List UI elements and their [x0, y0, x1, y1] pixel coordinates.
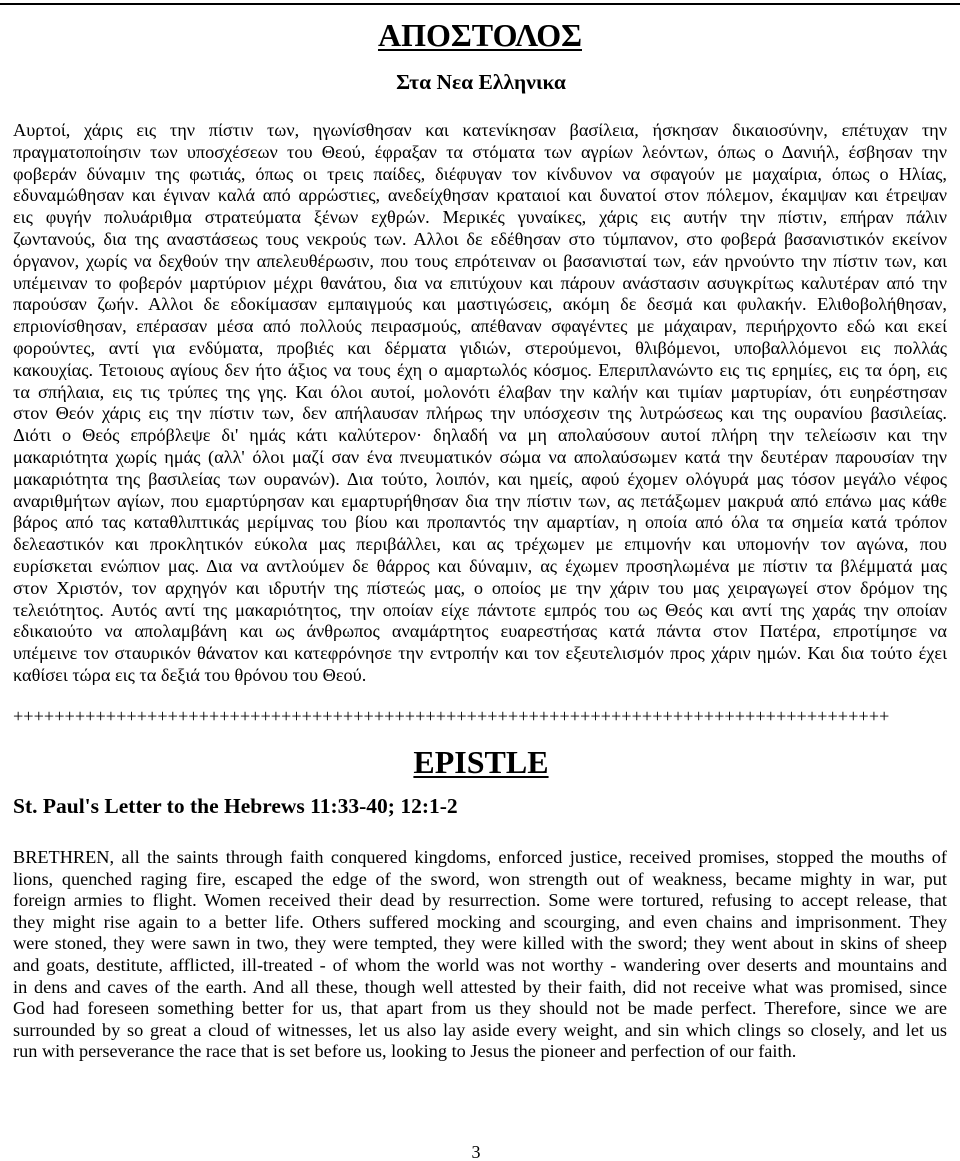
english-text-line: they might rise again to a better life. Others suffered mocking and scourging, and even chains and imprisonment. They [13, 911, 947, 932]
greek-text-line: πραγματοποίησιν των υποσχέσεων του Θεού, έφραξαν τα στόματα των αγρίων λεόντων, όπως ο Δανιήλ, έσβησαν την [13, 141, 947, 162]
greek-text-line: τελειότητος. Αυτός αντί της μακαριότητος, την οποίαν είχε πάντοτε εμπρός του ως Θεός και αντί της χαράς την οποίαν [13, 599, 947, 620]
english-text-line: surrounded by so great a cloud of witnesses, let us also lay aside every weight, and sin which clings so closely, and let us [13, 1019, 947, 1040]
top-border-rule [0, 3, 960, 5]
greek-text-line: φοβεράν δύναμιν της φωτιάς, όπως οι τρεις παίδες, διέφυγαν τον κίνδυνον να σφαγούν με μαχαίρια, όπως ο Ηλίας, [13, 163, 947, 184]
english-text-line: were stoned, they were sawn in two, they were tempted, they were killed with the sword; they went about in skins of sheep [13, 933, 947, 954]
english-text-line: God had foreseen something better for us, that apart from us they should not be made perfect. Therefore, since we are [13, 998, 947, 1019]
greek-text-line: ευρίσκεται ενώπιον μας. Δια να αντλούμεν δε θάρρος και δύναμιν, ας έχωμεν προσηλωμένα με πίστιν τα βλέμματά μας [13, 555, 947, 576]
greek-text-line: φορούντες, αντί για ενδύματα, προβιές και δέρματα γιδιών, στερούμενοι, θλιβόμενοι, υποβαλλόμενοι εις πολλάς [13, 337, 947, 358]
greek-text-line: μακαριότητα της βασιλείας των ουρανών). Δια τούτο, λοιπόν, και ημείς, αφού έχομεν ολόγυρά μας τόσον μεγάλο νέφος [13, 468, 947, 489]
greek-text-line: στον Χριστόν, τον αρχηγόν και ιδρυτήν της πίστεώς μας, ο οποίος με την χάριν του μας χειραγωγεί στον δρόμον της [13, 577, 947, 598]
section-separator: +++++++++++++++++++++++++++++++++++++++++++++++++++++++++++++++++++++++++++++++++++++ [13, 706, 890, 726]
greek-text-line: βάρος από τας καταθλιπτικάς μερίμνας του βίου και προπαντός την αμαρτίαν, η οποία από όλα τα σημεία κατά τρόπον [13, 512, 947, 533]
english-text-line: and goats, destitute, afflicted, ill-treated - of whom the world was not worthy - wandering over deserts and mountains and [13, 954, 947, 975]
greek-text-line: δελεαστικόν και προκλητικόν εύκολα μας περιβάλλει, και ας τρέχωμεν με επιμονήν και υπομονήν τον αγώνα, που [13, 534, 947, 555]
greek-text-line: Διότι ο Θεός επρόβλεψε δι' ημάς κάτι καλύτερον· δηλαδή να μη απολαύσουν αυτοί πλήρη την τελείωσιν και την [13, 425, 947, 446]
greek-text-line: τα σπήλαια, εις τις τρύπες της γης. Και όλοι αυτοί, μολονότι έλαβαν την καλήν και τιμίαν μαρτυρίαν, ότι ευηρέστησαν [13, 381, 947, 402]
greek-text-line: ζωντανούς, δια της αναστάσεως τους νεκρούς των. Αλλοι δε εδέθησαν στο τύμπανον, στο φοβερά βασανιστικόν εκείνον [13, 228, 947, 249]
greek-section-title: ΑΠΟΣΤΟΛΟΣ [377, 17, 582, 53]
greek-text-line: υπέμειναν το φοβερόν μαρτύριον μέχρι θανάτου, δια να επιτύχουν και πάρουν ανάστασιν ασυγκρίτως καλυτέραν από την [13, 272, 947, 293]
english-passage [13, 847, 947, 1063]
english-section-title: EPISTLE [413, 744, 549, 780]
greek-text-line: μακαριότητα χωρίς ημάς (αλλ' όλοι μαζί σαν ένα πνευματικόν σώμα να απολαύσωμεν κατά την δευτέραν παρουσίαν την [13, 446, 947, 467]
english-text-line: in dens and caves of the earth. And all these, though well attested by their faith, did not receive what was promised, since [13, 976, 947, 997]
english-text-line: lions, quenched raging fire, escaped the edge of the sword, won strength out of weakness, became mighty in war, put [13, 868, 947, 889]
greek-text-line: στον Θεόν χάρις εις την πίστιν των, δεν απήλαυσαν πλήρως την υπόσχεσιν της λυτρώσεως και της ουρανίου βασιλείας. [13, 403, 947, 424]
greek-text-line: υπέμεινε τον σταυρικόν θάνατον και κατεφρόνησε την εντροπήν και τον εξευτελισμόν προς χάριν ημών. Και δια τούτο έχει [13, 643, 947, 664]
page-number: 3 [471, 1142, 481, 1161]
greek-text-line: Αυρτοί, χάρις εις την πίστιν των, ηγωνίσθησαν και κατενίκησαν βασίλεια, ήσκησαν δικαιοσύνην, επέτυχαν την [13, 120, 947, 140]
greek-text-line-last: καθίσει τώρα εις τα δεξιά του θρόνου του Θεού. [13, 664, 367, 685]
greek-text-line: κακουχίας. Τετοιους αγίους δεν ήτο άξιος να τους έχη ο αμαρτωλός κόσμος. Επεριπλανώντο εις τις ερημίες, εις τα όρη, εις [13, 359, 947, 380]
greek-section-subtitle: Στα Νεα Ελληνικα [396, 70, 566, 94]
greek-text-line: εδικαιούτο να απολαμβάνη και ως άνθρωπος αναμάρτητος ευαρεστήσας κατά πάντα στον Πατέρα, επροτίμησε να [13, 621, 947, 642]
greek-text-line: εδυναμώθησαν και έγιναν καλά από αρρώστιες, ανεδείχθησαν κραταιοί και δυνατοί στον πόλεμον, έκαμψαν και έτρεψαν [13, 185, 947, 206]
greek-passage [13, 120, 947, 687]
greek-text-line: εις φυγήν πολυάριθμα στρατεύματα ξένων εχθρών. Μερικές γυναίκες, χάρις εις αυτήν την πίστιν, επήραν πάλιν [13, 207, 947, 228]
greek-text-line: αναριθμήτων αγίων, που εμαρτύρησαν και εμαρτυρήθησαν δια την πίστιν των, ας πετάξωμεν μακρυά από επάνω μας κάθε [13, 490, 947, 511]
english-text-line: BRETHREN, all the saints through faith conquered kingdoms, enforced justice, received promises, stopped the mouths of [13, 847, 947, 867]
greek-text-line: παρούσαν ζωήν. Αλλοι δε εδοκίμασαν εμπαιγμούς και μαστιγώσεις, ακόμη δε δεσμά και φυλακήν. Ελιθοβολήθησαν, [13, 294, 947, 315]
greek-text-line: όργανον, χωρίς να δεχθούν την απελευθέρωσιν, που τους επρότειναν οι βασανισταί των, εάν ηρνούντο την πίστιν των, και [13, 250, 947, 271]
english-text-line-last: run with perseverance the race that is set before us, looking to Jesus the pioneer and perfection of our faith. [13, 1041, 797, 1062]
greek-text-line: επριονίσθησαν, επέρασαν μέσα από πολλούς πειρασμούς, απέθαναν σφαγέντες με μάχαιραν, περιήρχοντο εδώ και εκεί [13, 316, 947, 337]
english-text-line: foreign armies to flight. Women received their dead by resurrection. Some were tortured, refusing to accept release, that [13, 890, 947, 911]
scripture-reference: St. Paul's Letter to the Hebrews 11:33-40; 12:1-2 [13, 794, 458, 818]
